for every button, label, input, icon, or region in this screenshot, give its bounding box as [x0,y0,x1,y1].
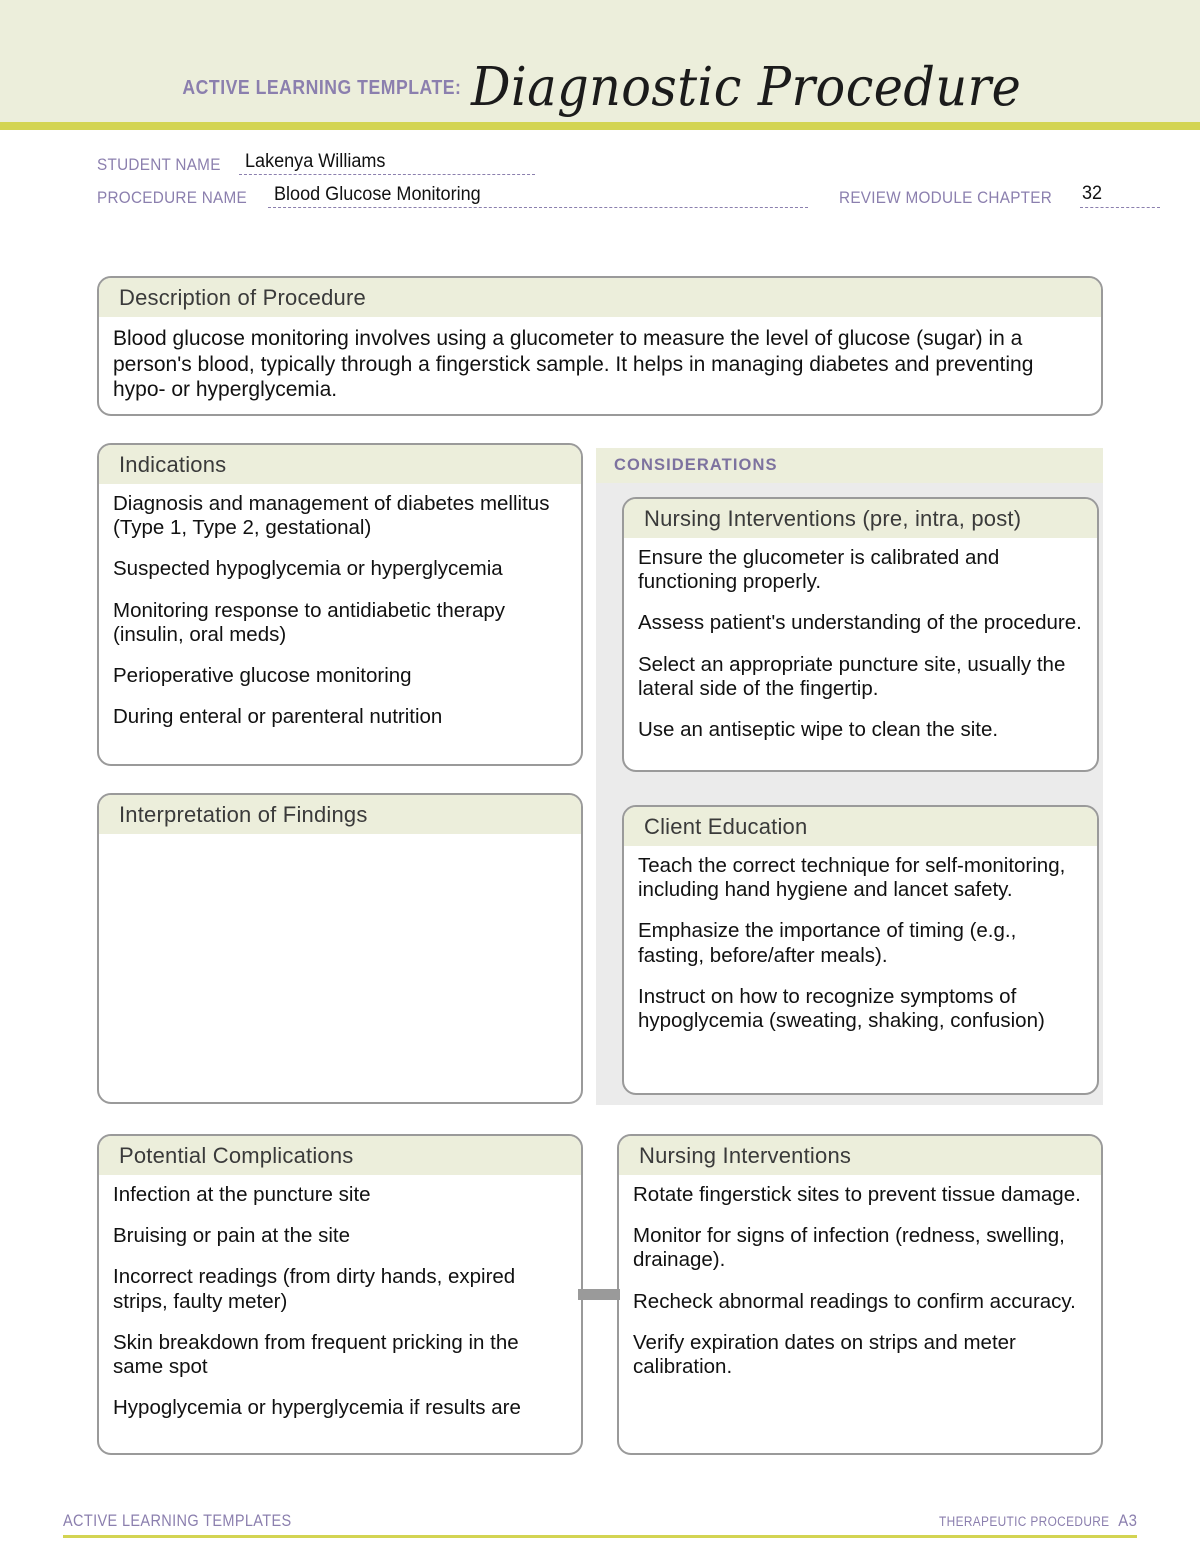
description-body [99,317,1101,409]
page-footer [63,1511,1137,1538]
indications-heading: Indications [99,445,581,484]
list-item: Monitoring response to antidiabetic therapy (insulin, oral meds) [113,598,506,646]
list-item: Skin breakdown from frequent pricking in the same spot [113,1330,519,1378]
potential-complications-box [97,1134,583,1455]
indications-body [99,484,581,735]
footer-brand: ACTIVE LEARNING TEMPLATES [63,1512,292,1530]
list-item: Hypoglycemia or hyperglycemia if results are [113,1396,521,1420]
interpretation-of-findings-box [97,793,583,1104]
interpretation-heading: Interpretation of Findings [99,795,581,834]
nursing-interventions-pre-heading: Nursing Interventions (pre, intra, post) [624,499,1097,538]
footer-category-label: THERAPEUTIC PROCEDURE [938,1514,1110,1529]
review-chapter-input[interactable] [1080,185,1160,208]
list-item: Bruising or pain at the site [113,1224,351,1248]
list-item: Verify expiration dates on strips and meter calibration. [633,1330,1016,1378]
list-item: Instruct on how to recognize symptoms of hypoglycemia (sweating, shaking, confusion) [638,984,1045,1032]
nursing-interventions-heading: Nursing Interventions [619,1136,1101,1175]
client-education-box [622,805,1099,1095]
student-name-label: STUDENT NAME [97,155,221,174]
nursing-interventions-body [619,1175,1101,1385]
form-fields [97,152,1103,218]
indications-box [97,443,583,766]
list-item: Emphasize the importance of timing (e.g., fasting, before/after meals). [638,919,1017,967]
procedure-name-input[interactable] [268,185,808,208]
procedure-name-value: Blood Glucose Monitoring [274,184,481,205]
student-name-value: Lakenya Williams [244,151,386,172]
student-name-input[interactable] [239,152,535,175]
list-item: Monitor for signs of infection (redness, swelling, drainage). [633,1224,1065,1272]
considerations-heading: CONSIDERATIONS [596,448,1103,483]
student-name-row [97,152,1103,185]
description-heading: Description of Procedure [99,278,1101,317]
list-item: Diagnosis and management of diabetes mellitus (Type 1, Type 2, gestational) [113,492,550,540]
list-item: Perioperative glucose monitoring [113,663,412,687]
footer-category [939,1511,1137,1531]
page-title: Diagnostic Procedure [471,57,1022,118]
nursing-interventions-pre-intra-post-box [622,497,1099,772]
description-of-procedure-box [97,276,1103,416]
potential-complications-body [99,1175,581,1426]
list-item: Assess patient's understanding of the procedure. [638,611,1082,635]
header-band [0,0,1200,122]
nursing-interventions-box [617,1134,1103,1455]
review-chapter-label: REVIEW MODULE CHAPTER [838,188,1052,207]
description-text: Blood glucose monitoring involves using a glucometer to measure the level of glucose (sugar) in a person's blood, typically through a fingerstick sample. It helps in managing diabetes and preventing hypo- or hyperglycemia. [113,327,1034,402]
box-connector-bar [578,1289,620,1300]
nursing-interventions-pre-body [624,538,1097,748]
list-item: Recheck abnormal readings to confirm accuracy. [633,1289,1076,1313]
list-item: Teach the correct technique for self-monitoring, including hand hygiene and lancet safety. [638,854,1066,902]
footer-accent-rule [63,1535,1137,1538]
list-item: Select an appropriate puncture site, usually the lateral side of the fingertip. [638,652,1066,700]
client-education-body [624,846,1097,1039]
procedure-name-label: PROCEDURE NAME [97,188,248,207]
procedure-name-row [97,185,1103,218]
template-kicker-label: ACTIVE LEARNING TEMPLATE: [182,76,462,99]
list-item: Rotate fingerstick sites to prevent tissue damage. [633,1183,1081,1206]
interpretation-body[interactable] [99,834,581,848]
review-chapter-value: 32 [1081,183,1102,204]
list-item: During enteral or parenteral nutrition [113,705,443,729]
client-education-heading: Client Education [624,807,1097,846]
header-accent-rule [0,122,1200,130]
footer-page-code: A3 [1117,1511,1137,1530]
list-item: Ensure the glucometer is calibrated and functioning properly. [638,546,1000,594]
list-item: Use an antiseptic wipe to clean the site. [638,717,999,741]
potential-complications-heading: Potential Complications [99,1136,581,1175]
list-item: Suspected hypoglycemia or hyperglycemia [113,557,503,581]
list-item: Incorrect readings (from dirty hands, expired strips, faulty meter) [113,1265,516,1313]
list-item: Infection at the puncture site [113,1183,371,1206]
